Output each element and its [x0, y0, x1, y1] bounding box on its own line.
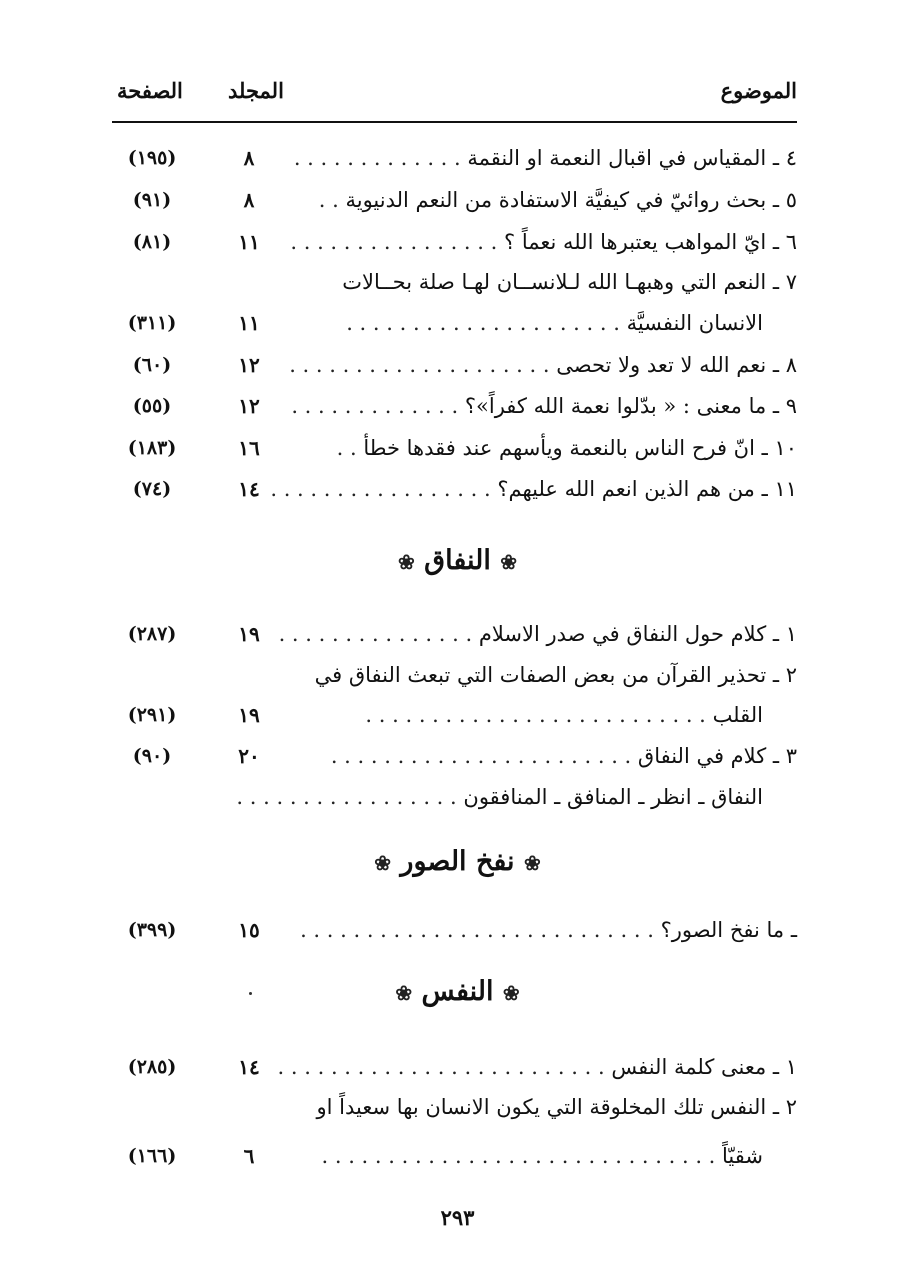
toc-topic: ٨ ـ نعم الله لا تعد ولا تحصى . . . . . . . . . . . . . . . . . . . .	[289, 353, 797, 377]
header-page: الصفحة	[117, 78, 183, 103]
toc-page-ref: (١٨٣)	[127, 437, 177, 459]
toc-volume: ١١	[238, 311, 260, 335]
ornament-icon: ❀	[500, 550, 518, 574]
toc-volume: ٨	[243, 188, 255, 212]
toc-page-ref: (٢٨٧)	[127, 623, 177, 645]
toc-topic: شقيّاً . . . . . . . . . . . . . . . . . . . . . . . . . . . . . .	[321, 1144, 763, 1168]
header-rule	[112, 121, 797, 123]
toc-topic: ٩ ـ ما معنى : « بدّلوا نعمة الله كفراً»؟ . . . . . . . . . . . . .	[291, 394, 797, 418]
toc-row	[0, 1047, 915, 1087]
toc-row	[0, 655, 915, 695]
toc-volume: ١٢	[238, 353, 260, 377]
toc-row	[0, 303, 915, 343]
toc-page-ref: (٣٩٩)	[127, 919, 177, 941]
ornament-icon: ❀	[397, 550, 415, 574]
toc-row	[0, 138, 915, 178]
toc-volume: ١٤	[238, 1055, 260, 1079]
section-title: ❀ النفاق ❀	[397, 545, 518, 576]
ornament-icon: ❀	[374, 851, 392, 875]
toc-page-ref: (٢٩١)	[127, 704, 177, 726]
toc-topic: ـ ما نفخ الصور؟ . . . . . . . . . . . . . . . . . . . . . . . . . . .	[300, 918, 797, 942]
toc-page-ref: (٨١)	[132, 231, 172, 253]
toc-volume: ٨	[243, 146, 255, 170]
toc-row	[0, 386, 915, 426]
toc-volume: ١٢	[238, 394, 260, 418]
toc-row	[0, 736, 915, 776]
ornament-icon: ❀	[523, 851, 541, 875]
toc-row	[0, 777, 915, 817]
toc-volume: ١٥	[238, 918, 260, 942]
toc-page-ref: (٩١)	[132, 189, 172, 211]
toc-row	[0, 345, 915, 385]
toc-topic: ٢ ـ تحذير القرآن من بعض الصفات التي تبعث النفاق في	[314, 663, 797, 687]
toc-topic: ١١ ـ من هم الذين انعم الله عليهم؟ . . . . . . . . . . . . . . . . .	[270, 477, 797, 501]
toc-topic: ١ ـ معنى كلمة النفس . . . . . . . . . . . . . . . . . . . . . . . . .	[277, 1055, 797, 1079]
toc-topic: ١٠ ـ انّ فرح الناس بالنعمة ويأسهم عند فقدها خطأ . .	[336, 436, 797, 460]
toc-page-ref: (٧٤)	[132, 478, 172, 500]
toc-row	[0, 222, 915, 262]
toc-volume: ١١	[238, 230, 260, 254]
section-title: ❀ نفخ الصور ❀	[374, 846, 541, 877]
toc-topic: الانسان النفسيَّة . . . . . . . . . . . . . . . . . . . . .	[346, 311, 763, 335]
toc-row	[0, 695, 915, 735]
toc-page-ref: (١٦٦)	[127, 1145, 177, 1167]
toc-page-ref: (٩٠)	[132, 745, 172, 767]
toc-row	[0, 262, 915, 302]
toc-volume: ٢٠	[238, 744, 260, 768]
toc-topic: النفاق ـ انظر ـ المنافق ـ المنافقون . . . . . . . . . . . . . . . . .	[236, 785, 763, 809]
ornament-icon: ❀	[395, 981, 413, 1005]
toc-page-ref: (٦٠)	[132, 354, 172, 376]
toc-volume: ١٦	[238, 436, 260, 460]
toc-row	[0, 469, 915, 509]
toc-volume: ٦	[243, 1144, 255, 1168]
toc-topic: ٤ ـ المقياس في اقبال النعمة او النقمة . . . . . . . . . . . . .	[293, 146, 797, 170]
toc-row	[0, 1087, 915, 1127]
toc-row	[0, 910, 915, 950]
ornament-icon: ❀	[502, 981, 520, 1005]
toc-topic: ٦ ـ ايّ المواهب يعتبرها الله نعماً ؟ . . . . . . . . . . . . . . . .	[290, 230, 797, 254]
toc-topic: ٧ ـ النعم التي وهبهـا الله لـلانســان لهـا صلة بحــالات	[342, 270, 797, 294]
toc-page-ref: (١٩٥)	[127, 147, 177, 169]
toc-row	[0, 1136, 915, 1176]
toc-topic: القلب . . . . . . . . . . . . . . . . . . . . . . . . . .	[365, 703, 763, 727]
page-number: ٢٩٣	[440, 1205, 475, 1230]
toc-topic: ١ ـ كلام حول النفاق في صدر الاسلام . . . . . . . . . . . . . . .	[278, 622, 797, 646]
toc-topic: ٢ ـ النفس تلك المخلوقة التي يكون الانسان بها سعيداً او	[316, 1095, 797, 1119]
toc-volume: ١٩	[238, 622, 260, 646]
toc-page-ref: (٥٥)	[132, 395, 172, 417]
toc-volume: ١٤	[238, 477, 260, 501]
toc-row	[0, 180, 915, 220]
toc-row	[0, 428, 915, 468]
toc-volume: ١٩	[238, 703, 260, 727]
toc-topic: ٥ ـ بحث روائيّ في كيفيَّة الاستفادة من النعم الدنيوية . .	[318, 188, 797, 212]
toc-page-ref: (٢٨٥)	[127, 1056, 177, 1078]
section-title: ❀ النفس ❀	[395, 976, 520, 1007]
toc-topic: ٣ ـ كلام في النفاق . . . . . . . . . . . . . . . . . . . . . . .	[330, 744, 797, 768]
toc-page-ref: (٣١١)	[127, 312, 177, 334]
toc-row	[0, 614, 915, 654]
header-volume: المجلد	[228, 78, 284, 103]
header-topic: الموضوع	[720, 78, 797, 103]
